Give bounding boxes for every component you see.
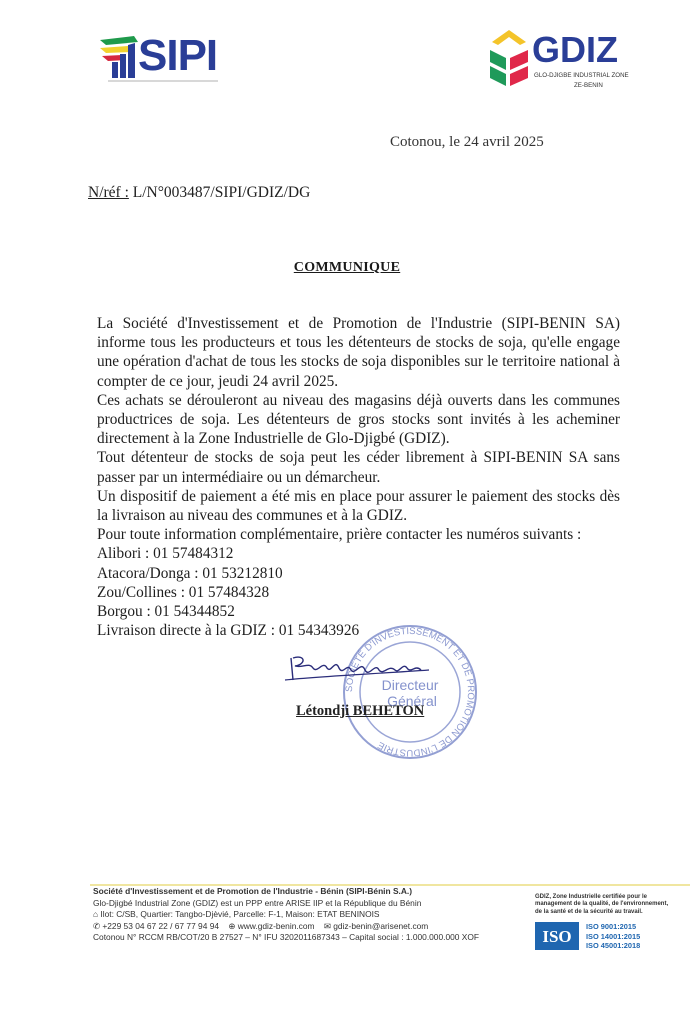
- footer-phone: +229 53 04 67 22 / 67 77 94 94: [102, 920, 220, 931]
- footer-contact-line: [93, 921, 479, 933]
- letter-body: [97, 314, 620, 640]
- location-icon: ⌂: [93, 909, 101, 920]
- place-date: Cotonou, le 24 avril 2025: [390, 134, 544, 150]
- contact-item: Alibori : 01 57484312: [97, 545, 234, 563]
- footer-email[interactable]: gdiz-benin@arisenet.com: [333, 920, 429, 931]
- iso-standard: ISO 14001:2015: [586, 931, 641, 941]
- iso-standard: ISO 45001:2018: [586, 941, 641, 950]
- globe-icon: ⊕: [228, 920, 238, 931]
- footer-company-name: Société d'Investissement et de Promotion de l'Industrie - Bénin (SIPI-Bénin S.A.): [93, 886, 413, 896]
- contact-item: Livraison directe à la GDIZ : 01 54343926: [97, 622, 360, 640]
- iso-standard: ISO 9001:2015: [586, 922, 637, 931]
- footer-address-line: [93, 909, 479, 921]
- email-icon: ✉: [323, 920, 334, 931]
- contact-item: Atacora/Donga : 01 53212810: [97, 564, 283, 582]
- gdiz-logo-text: GDIZ: [532, 29, 618, 70]
- contact-phone: 01 54343926: [278, 622, 360, 640]
- sipi-logo: [98, 30, 228, 84]
- paragraph: Tout détenteur de stocks de soja peut les céder librement à SIPI-BENIN SA sans passer par un intermédiaire ou un démarcheur.: [97, 449, 620, 486]
- footer-company-info: [93, 886, 479, 944]
- gdiz-subtitle: GLO-DJIGBE INDUSTRIAL ZONE: [534, 72, 629, 79]
- contact-phone: 01 54344852: [154, 603, 235, 621]
- footer-website[interactable]: www.gdiz-benin.com: [237, 920, 315, 931]
- paragraph: Un dispositif de paiement a été mis en place pour assurer le paiement des stocks dès la livraison au niveau des communes et à la GDIZ.: [97, 487, 620, 525]
- footer-address: Ilot: C/SB, Quartier: Tangbo-Djèvié, Parcelle: F-1, Maison: ETAT BENINOIS: [100, 909, 380, 920]
- paragraph: Pour toute information complémentaire, prière contacter les numéros suivants :: [97, 526, 582, 544]
- paragraph: La Société d'Investissement et de Promotion de l'Industrie (SIPI-BENIN SA) informe tous les producteurs et tous les détenteurs de stocks de soja, qu'elle engage une opération d'achat de tous les stocks de soja disponibles sur le territoire national à compter de ce jour, jeudi 24 avril 2025.: [97, 315, 620, 390]
- title-text: COMMUNIQUE: [293, 260, 401, 275]
- reference-label: N/réf :: [88, 184, 129, 201]
- signatory-name: Létondji BEHETON: [296, 703, 425, 719]
- contact-region: Zou/Collines: [97, 583, 177, 601]
- footer-ppp-line: Glo-Djigbé Industrial Zone (GDIZ) est un PPP entre ARISE IIP et la République du Bénin: [93, 897, 422, 908]
- sipi-logo-text: SIPI: [138, 31, 218, 80]
- gdiz-subtitle-location: ZE-BENIN: [574, 82, 603, 89]
- contact-region: Alibori: [97, 545, 142, 563]
- certification-text: GDIZ, Zone Industrielle certifiée pour le management de la qualité, de l'environnement, de la santé et de la sécurité au travail.: [535, 894, 669, 915]
- document-title: [0, 260, 694, 276]
- contact-item: Borgou : 01 54344852: [97, 603, 235, 621]
- iso-logo-icon: ISO: [535, 922, 579, 950]
- contact-phone: 01 57484312: [153, 545, 234, 563]
- sipi-logo-mark-icon: [98, 34, 140, 78]
- iso-standards-list: [586, 922, 640, 951]
- gdiz-logo-mark-icon: [488, 26, 530, 88]
- contact-item: Zou/Collines : 01 57484328: [97, 583, 270, 601]
- paragraph: Ces achats se dérouleront au niveau des magasins déjà ouverts dans les communes productrices de soja. Les détenteurs de gros stocks sont invités à les acheminer directement à la Zone Industrielle de Glo-Djigbé (GDIZ).: [97, 391, 620, 448]
- contact-region: Livraison directe à la GDIZ: [97, 622, 267, 640]
- official-stamp: [340, 622, 480, 762]
- stamp-inner-text: Général: [387, 693, 437, 709]
- handwritten-signature: [283, 648, 433, 688]
- phone-icon: ✆: [93, 920, 103, 931]
- contact-phone: 01 53212810: [202, 564, 283, 582]
- contact-phone: 01 57484328: [188, 583, 270, 601]
- stamp-inner-text: Directeur: [381, 677, 439, 693]
- sipi-tagline-rule: [108, 80, 218, 82]
- contact-region: Borgou: [97, 603, 143, 621]
- reference-value: L/N°003487/SIPI/GDIZ/DG: [132, 184, 311, 201]
- gdiz-logo: [488, 26, 638, 96]
- footer-registry: Cotonou N° RCCM RB/COT/20 B 27527 – N° IFU 3202011687343 – Capital social : 1.000.000.000 XOF: [93, 932, 479, 943]
- stamp-outer-text: SOCIÉTÉ D'INVESTISSEMENT ET DE PROMOTION DE L'INDUSTRIE: [343, 625, 477, 759]
- contact-region: Atacora/Donga: [97, 564, 191, 582]
- reference-line: [88, 184, 310, 202]
